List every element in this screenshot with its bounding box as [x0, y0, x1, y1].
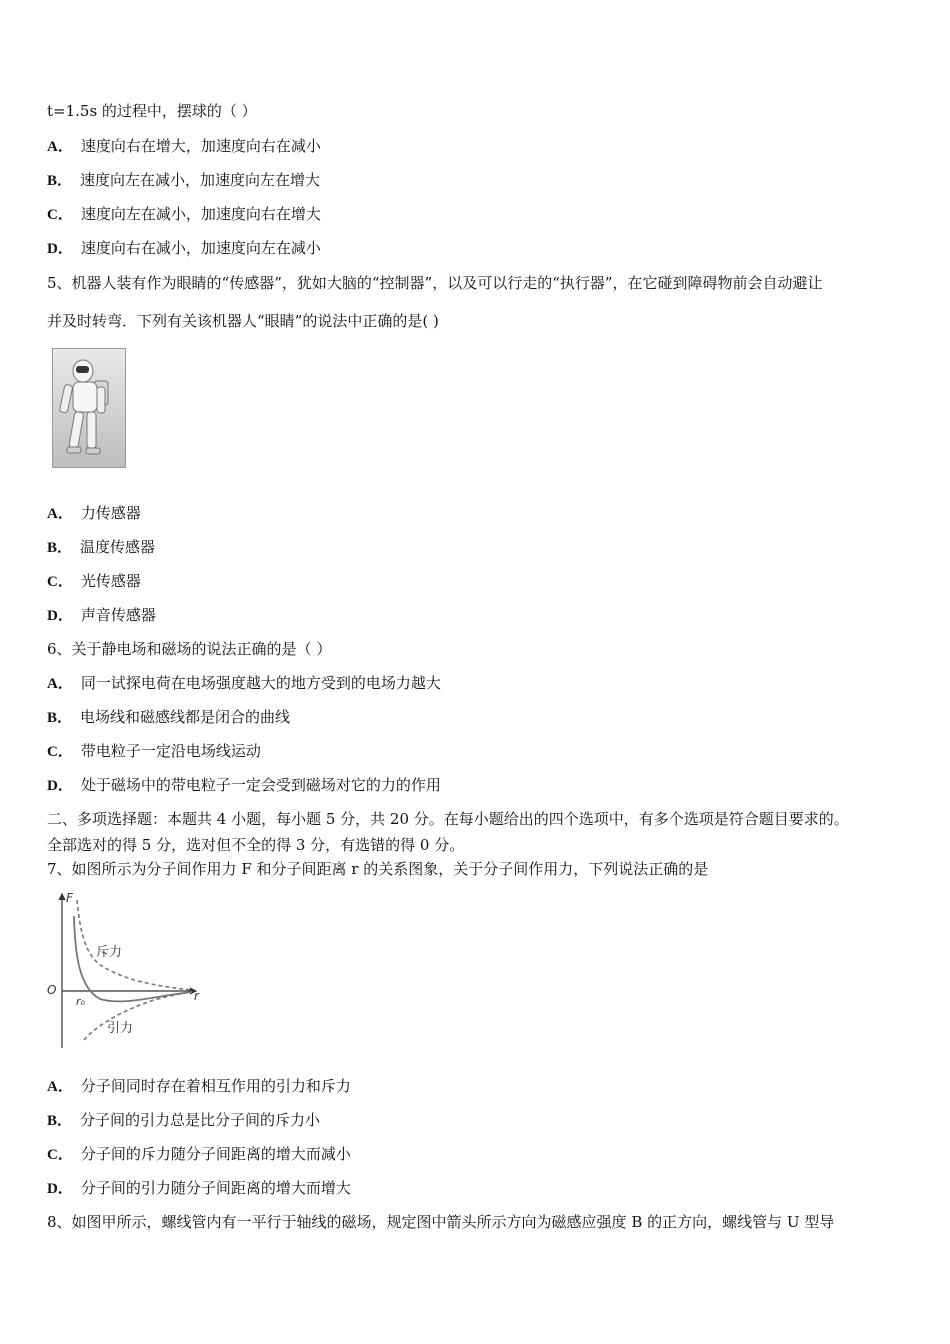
q7-option-c: [47, 1144, 351, 1165]
attraction-label: 引力: [107, 1021, 134, 1036]
q5-option-a: [47, 503, 141, 524]
option-text: 力传感器: [80, 504, 141, 522]
q5-option-c: [47, 571, 141, 592]
option-key: C．: [47, 1147, 73, 1163]
option-key: A．: [47, 139, 73, 155]
axis-label-f: F: [66, 891, 73, 905]
option-text: 分子间的引力总是比分子间的斥力小: [80, 1111, 321, 1129]
option-key: C．: [47, 574, 73, 590]
repulsion-label: 斥力: [96, 945, 123, 960]
option-text: 温度传感器: [80, 538, 156, 556]
section2-heading-line2: 全部选对的得 5 分，选对但不全的得 3 分，有选错的得 0 分。: [47, 836, 465, 854]
robot-arm-right: [97, 387, 105, 413]
q5-stem-line2: 并及时转弯．下列有关该机器人“眼睛”的说法中正确的是( ): [47, 312, 439, 330]
q7-option-a: [47, 1076, 351, 1097]
q4-stem-end: t=1.5s 的过程中，摆球的（ ）: [47, 102, 257, 120]
option-key: D．: [47, 1181, 73, 1197]
option-text: 电场线和磁感线都是闭合的曲线: [80, 708, 291, 726]
robot-foot-left: [67, 447, 81, 453]
option-key: C．: [47, 207, 73, 223]
option-key: B．: [47, 540, 73, 556]
robot-image: [52, 348, 126, 468]
option-text: 速度向右在减小，加速度向左在减小: [80, 239, 321, 257]
option-text: 光传感器: [80, 572, 141, 590]
option-text: 同一试探电荷在电场强度越大的地方受到的电场力越大: [80, 674, 441, 692]
option-text: 速度向左在减小，加速度向左在增大: [80, 171, 321, 189]
option-text: 带电粒子一定沿电场线运动: [80, 742, 261, 760]
q7-stem: 7、如图所示为分子间作用力 F 和分子间距离 r 的关系图象，关于分子间作用力，下列说法正确的是: [47, 860, 709, 878]
q5-option-d: [47, 605, 156, 626]
q4-option-b: [47, 170, 320, 191]
option-text: 分子间的引力随分子间距离的增大而增大: [80, 1179, 351, 1197]
q6-stem: 6、关于静电场和磁场的说法正确的是（ ）: [47, 640, 332, 658]
origin-label: O: [47, 983, 57, 997]
robot-arm-left: [59, 384, 73, 413]
option-key: D．: [47, 778, 73, 794]
q8-stem: 8、如图甲所示，螺线管内有一平行于轴线的磁场，规定图中箭头所示方向为磁感应强度 B 的正方向，螺线管与 U 型导: [47, 1213, 835, 1231]
q7-option-d: [47, 1178, 351, 1199]
option-text: 分子间同时存在着相互作用的引力和斥力: [80, 1077, 351, 1095]
q4-option-a: [47, 136, 321, 157]
q5-stem-line1: 5、机器人装有作为眼睛的“传感器”，犹如大脑的“控制器”，以及可以行走的“执行器”，在它碰到障碍物前会自动避让: [47, 274, 823, 292]
robot-foot-right: [86, 448, 100, 454]
r0-label: r₀: [76, 995, 85, 1008]
q6-option-b: [47, 707, 290, 728]
option-text: 处于磁场中的带电粒子一定会受到磁场对它的力的作用: [80, 776, 441, 794]
option-key: A．: [47, 676, 73, 692]
robot-figure: [53, 349, 125, 467]
q6-option-a: [47, 673, 441, 694]
option-key: B．: [47, 173, 73, 189]
option-text: 速度向左在减小，加速度向右在增大: [80, 205, 321, 223]
q6-option-d: [47, 775, 441, 796]
option-key: D．: [47, 241, 73, 257]
option-text: 分子间的斥力随分子间距离的增大而减小: [80, 1145, 351, 1163]
repulsion-curve: [77, 900, 192, 990]
q4-option-c: [47, 204, 321, 225]
robot-leg-left: [69, 411, 84, 448]
section2-heading-line1: 二、多项选择题：本题共 4 小题，每小题 5 分，共 20 分。在每小题给出的四个选项中，有多个选项是符合题目要求的。: [47, 810, 849, 828]
q6-option-c: [47, 741, 261, 762]
q4-option-d: [47, 238, 321, 259]
option-key: A．: [47, 506, 73, 522]
robot-visor: [76, 366, 89, 373]
option-key: D．: [47, 608, 73, 624]
force-distance-graph: [44, 888, 214, 1053]
q7-option-b: [47, 1110, 320, 1131]
option-key: B．: [47, 1113, 73, 1129]
q5-option-b: [47, 537, 155, 558]
robot-torso: [73, 382, 97, 412]
option-key: A．: [47, 1079, 73, 1095]
option-key: B．: [47, 710, 73, 726]
option-text: 声音传感器: [80, 606, 156, 624]
robot-leg-right: [87, 412, 96, 448]
option-key: C．: [47, 744, 73, 760]
option-text: 速度向右在增大，加速度向右在减小: [80, 137, 321, 155]
axis-label-r: r: [194, 989, 199, 1003]
